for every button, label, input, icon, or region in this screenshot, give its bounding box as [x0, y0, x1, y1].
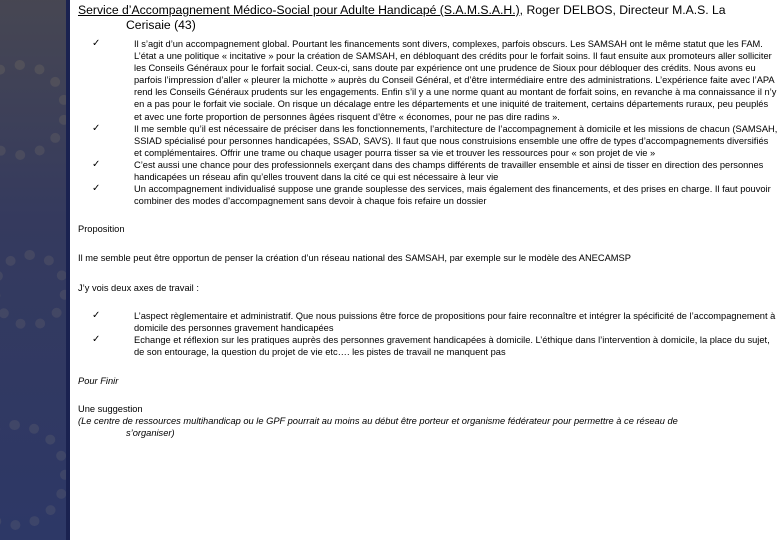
suggestion-label: Une suggestion — [78, 404, 143, 415]
suggestion-text-line1: (Le centre de ressources multihandicap ou le GPF pourrait au moins au début être porteur et organisme fédérateur pour permettre à ce réseau de — [78, 416, 678, 427]
sidebar-background — [0, 0, 66, 540]
proposition-text: Il me semble peut être opportun de penser la création d’un réseau national des SAMSAH, par exemple sur le modèle des ANECAMSP — [78, 253, 631, 264]
checkmark-icon: ✓ — [92, 309, 101, 321]
proposition-label: Proposition — [78, 224, 125, 235]
bullet-list-challenges — [78, 38, 778, 207]
list-item-text: L’aspect règlementaire et administratif. Que nous puissions être force de propositions pour faire reconnaître et intégrer la spécificité de l’accompagnement à domicile des personnes gravement handicapées — [134, 310, 776, 333]
list-item-text: C’est aussi une chance pour des professionnels exerçant dans des champs différents de travailler ensemble et ainsi de tisser en direction des personnes handicapées un réseau afin qu’elles trouvent dans la cité ce qui est nécessaire à leur vie — [134, 159, 764, 183]
pour-finir-heading: Pour Finir — [78, 375, 119, 386]
checkmark-icon: ✓ — [92, 158, 101, 170]
checkmark-icon: ✓ — [92, 183, 101, 195]
checkmark-icon: ✓ — [92, 333, 101, 345]
suggestion-text-line2: s’organiser) — [126, 428, 175, 439]
list-item — [78, 310, 778, 334]
slide-page — [66, 0, 780, 540]
bullet-list-axes — [78, 310, 778, 358]
list-item — [78, 123, 778, 159]
list-item-text: Il s’agit d’un accompagnement global. Pourtant les financements sont divers, complexes, parfois obscurs. Les SAMSAH ont le même statut que les FAM. L’état a une politique « incitative » pour la création de SAMSAH, en débloquant des crédits pour le forfait soins. Il faut ensuite aux promoteurs aller solliciter les Conseils Généraux pour le forfait social. Ceux-ci, sans doute par expérience ont une prudence de Sioux pour débloquer des crédits. Nous avons eu parfois l’impression d’aller « pleurer la michotte » auprès du Conseil Général, et d’être intermédiaire entre des administrations. L’expérience faite avec l’APA rend les Conseils Généraux prudents sur les engagements. Enfin s’il y a une norme quant au montant de forfait soins, en revanche à ma connaissance il n’y en a pas pour le forfait vie sociale. On risque un décalage entre les départements et une iniquité de traitement, certains départements ruraux, peu peuplés et avec une forte proportion de personnes âgées risquent d’être « économes, pour ne pas dire radins ». — [134, 39, 777, 122]
heading-location: Cerisaie (43) — [126, 18, 196, 32]
slide-heading — [78, 3, 778, 33]
list-item — [78, 334, 778, 358]
heading-title: Service d’Accompagnement Médico-Social pour Adulte Handicapé (S.A.M.S.A.H.), — [78, 3, 524, 17]
checkmark-icon: ✓ — [92, 38, 101, 49]
heading-author: Roger DELBOS, Directeur M.A.S. La — [523, 3, 726, 17]
list-item — [78, 159, 778, 183]
list-item — [78, 38, 778, 123]
slide-content — [78, 3, 778, 439]
axes-intro: J’y vois deux axes de travail : — [78, 282, 199, 293]
list-item — [78, 183, 778, 207]
list-item-text: Un accompagnement individualisé suppose une grande souplesse des services, mais également des financements, et des prises en charge. Il faut pouvoir combiner des modes d’accompagnement sans devoir à chaque fois refaire un dossier — [134, 184, 771, 207]
list-item-text: Il me semble qu’il est nécessaire de préciser dans les fonctionnements, l’architecture de l’accompagnement à domicile et les missions de chacun (SAMSAH, SSIAD spécialisé pour personnes handicapées, SSAD, SAVS). Il faut que nous construisions ensemble une offre de types d’accompagnements diversifiés et complémentaires. Offrir une trame ou chaque usager pourra tisser sa vie et trouver les ressources pour « son projet de vie » — [134, 123, 778, 158]
list-item-text: Echange et réflexion sur les pratiques auprès des personnes gravement handicapées à domicile. L’éthique dans l’intervention à domicile, la place du sujet, de son entourage, la question du projet de vie etc…. les pistes de travail ne manquent pas — [134, 334, 770, 357]
checkmark-icon: ✓ — [92, 122, 101, 134]
